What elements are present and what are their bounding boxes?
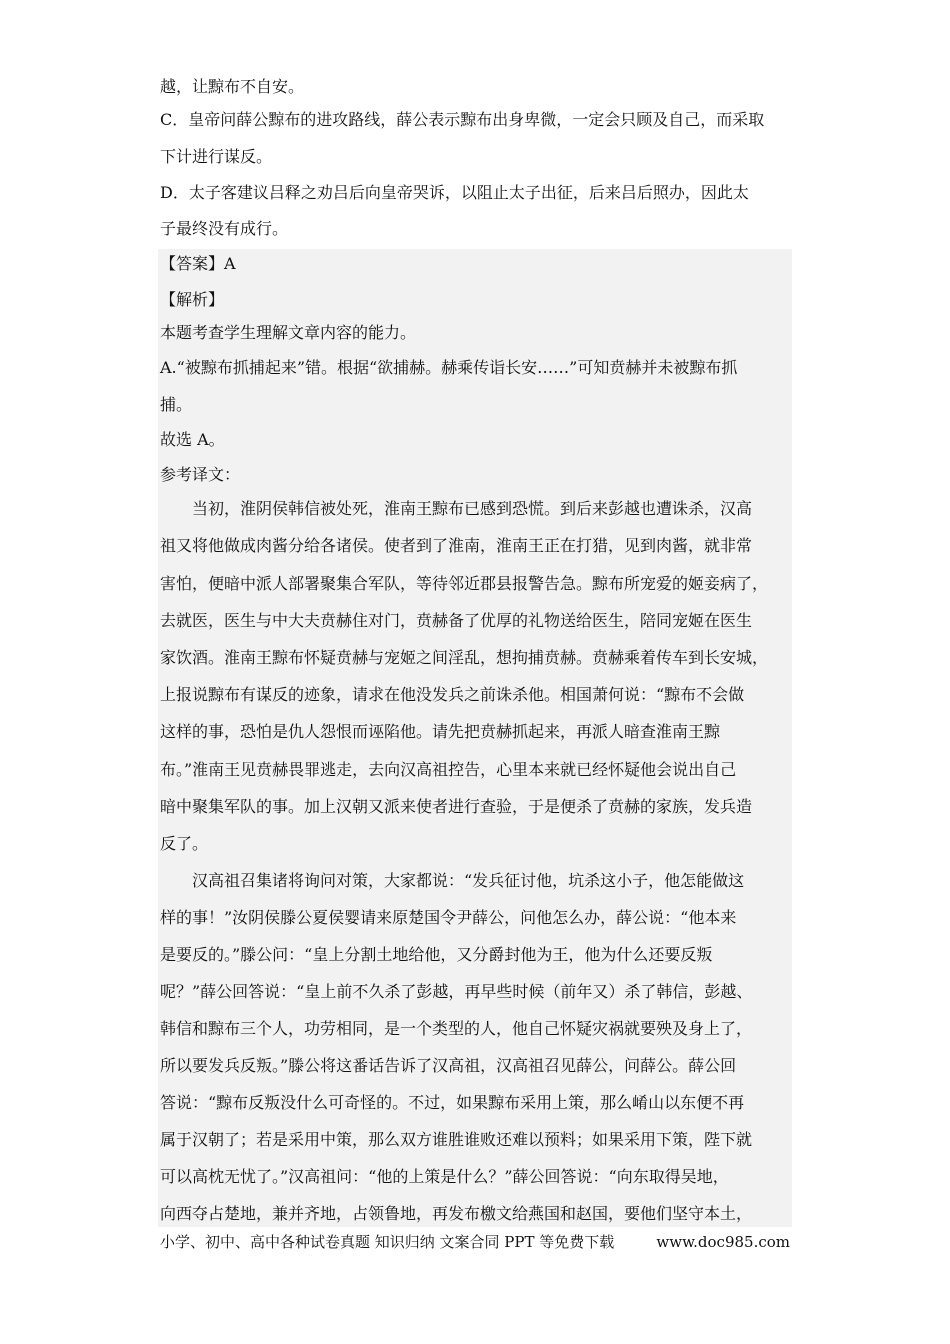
footer-text: 小学、初中、高中各种试卷真题 知识归纳 文案合同 PPT 等免费下载 (160, 1233, 615, 1251)
choice-conclusion: 故选 A。 (160, 430, 225, 449)
translation-line: 答说：“黥布反叛没什么可奇怪的。不过，如果黥布采用上策，那么崤山以东便不再 (160, 1093, 745, 1112)
translation-line: 韩信和黥布三个人，功劳相同，是一个类型的人，他自己怀疑灾祸就要殃及身上了， (160, 1019, 753, 1038)
translation-line: 反了。 (160, 834, 209, 853)
translation-line: 向西夺占楚地，兼并齐地，占领鲁地，再发布檄文给燕国和赵国，要他们坚守本土， (160, 1204, 753, 1223)
translation-line: 是要反的。”滕公问：“皇上分割土地给他，又分爵封他为王，他为什么还要反叛 (160, 945, 713, 964)
analysis-option-a-continuation: 捕。 (160, 395, 193, 414)
translation-line: 去就医，医生与中大夫贲赫住对门，贲赫备了优厚的礼物送给医生，陪同宠姬在医生 (160, 611, 753, 630)
answer-label: 【答案】A (160, 254, 236, 273)
translation-line: 汉高祖召集诸将询问对策，大家都说：“发兵征讨他，坑杀这小子，他怎能做这 (192, 871, 745, 890)
translation-line: 可以高枕无忧了。”汉高祖问：“他的上策是什么？”薛公回答说：“向东取得吴地， (160, 1167, 729, 1186)
translation-label: 参考译文： (160, 465, 241, 484)
page-footer (160, 1230, 790, 1254)
translation-line: 所以要发兵反叛。”滕公将这番话告诉了汉高祖，汉高祖召见薛公，问薛公。薛公回 (160, 1056, 737, 1075)
translation-line: 布。”淮南王见贲赫畏罪逃走，去向汉高祖控告，心里本来就已经怀疑他会说出自己 (160, 760, 737, 779)
option-b-continuation: 越，让黥布不自安。 (160, 77, 305, 96)
option-d-continuation: 子最终没有成行。 (160, 219, 289, 238)
option-c: C．皇帝问薛公黥布的进攻路线，薛公表示黥布出身卑微，一定会只顾及自己，而采取 (160, 110, 765, 129)
translation-line: 属于汉朝了；若是采用中策，那么双方谁胜谁败还难以预料；如果采用下策，陛下就 (160, 1130, 753, 1149)
translation-line: 暗中聚集军队的事。加上汉朝又派来使者进行查验，于是便杀了贲赫的家族，发兵造 (160, 797, 753, 816)
translation-line: 家饮酒。淮南王黥布怀疑贲赫与宠姬之间淫乱，想拘捕贲赫。贲赫乘着传车到长安城， (160, 648, 769, 667)
analysis-label: 【解析】 (160, 290, 225, 309)
translation-line: 样的事！”汝阴侯滕公夏侯婴请来原楚国令尹薛公，问他怎么办，薛公说：“他本来 (160, 908, 737, 927)
option-d: D．太子客建议吕释之劝吕后向皇帝哭诉，以阻止太子出征，后来吕后照办，因此太 (160, 183, 749, 202)
translation-line: 当初，淮阴侯韩信被处死，淮南王黥布已感到恐慌。到后来彭越也遭诛杀，汉高 (192, 499, 753, 518)
translation-line: 上报说黥布有谋反的迹象，请求在他没发兵之前诛杀他。相国萧何说：“黥布不会做 (160, 685, 745, 704)
analysis-text: 本题考查学生理解文章内容的能力。 (160, 323, 417, 342)
option-c-continuation: 下计进行谋反。 (160, 147, 273, 166)
translation-line: 祖又将他做成肉酱分给各诸侯。使者到了淮南，淮南王正在打猎，见到肉酱，就非常 (160, 536, 753, 555)
footer-site-link[interactable]: www.doc985.com (656, 1233, 790, 1251)
translation-line: 害怕，便暗中派人部署聚集合军队，等待邻近郡县报警告急。黥布所宠爱的姬妾病了， (160, 574, 769, 593)
analysis-option-a: A.“被黥布抓捕起来”错。根据“欲捕赫。赫乘传诣长安……”可知贲赫并未被黥布抓 (160, 358, 738, 377)
translation-line: 呢？”薛公回答说：“皇上前不久杀了彭越，再早些时候（前年又）杀了韩信，彭越、 (160, 982, 753, 1001)
translation-line: 这样的事，恐怕是仇人怨恨而诬陷他。请先把贲赫抓起来，再派人暗查淮南王黥 (160, 722, 721, 741)
